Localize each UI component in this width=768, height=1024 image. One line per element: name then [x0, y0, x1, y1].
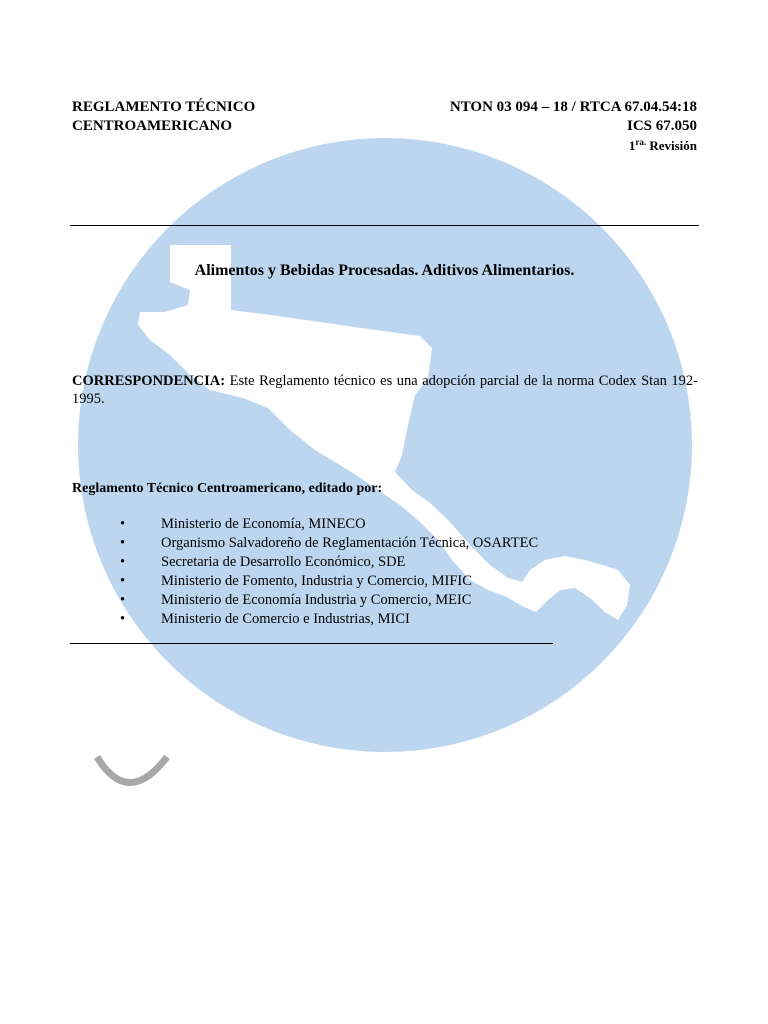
- footer-divider: [70, 643, 553, 644]
- header-right: [450, 98, 697, 155]
- revision-superscript: ra.: [635, 137, 647, 147]
- bullet: •: [120, 592, 126, 608]
- bullet: •: [120, 554, 126, 570]
- standard-code: NTON 03 094 – 18 / RTCA 67.04.54:18: [449, 99, 697, 115]
- list-item: [120, 610, 538, 629]
- header-org-line1: REGLAMENTO TÉCNICO: [72, 99, 256, 115]
- correspondence-text: Este Reglamento técnico es una adopción parcial de la norma Codex Stan 192-1995.: [72, 373, 698, 407]
- list-item: [120, 515, 538, 534]
- bullet: •: [120, 611, 126, 627]
- editor-name: Ministerio de Comercio e Industrias, MICI: [161, 611, 410, 627]
- correspondence-paragraph: [72, 372, 698, 408]
- revision-word: Revisión: [649, 138, 697, 153]
- list-item: [120, 572, 538, 591]
- ics-code: ICS 67.050: [626, 118, 697, 134]
- revision-label: [450, 136, 697, 155]
- bullet: •: [120, 516, 126, 532]
- list-item: [120, 591, 538, 610]
- correspondence-label: CORRESPONDENCIA:: [72, 373, 226, 389]
- editor-name: Ministerio de Economía, MINECO: [161, 516, 366, 532]
- header-left: [72, 98, 255, 136]
- document-title: Alimentos y Bebidas Procesadas. Aditivos Alimentarios.: [194, 262, 575, 279]
- editor-name: Ministerio de Fomento, Industria y Comercio, MIFIC: [161, 573, 472, 589]
- list-item: [120, 534, 538, 553]
- editor-name: Organismo Salvadoreño de Reglamentación Técnica, OSARTEC: [161, 535, 539, 551]
- list-item: [120, 553, 538, 572]
- edited-by-heading: Reglamento Técnico Centroamericano, editado por:: [72, 481, 383, 496]
- bullet: •: [120, 535, 126, 551]
- header-divider: [70, 225, 699, 226]
- editors-list: [120, 515, 538, 629]
- editor-name: Secretaria de Desarrollo Económico, SDE: [161, 554, 406, 570]
- bullet: •: [120, 573, 126, 589]
- watermark-swoosh: [97, 757, 167, 783]
- editor-name: Ministerio de Economía Industria y Comercio, MEIC: [161, 592, 472, 608]
- header-org-line2: CENTROAMERICANO: [72, 118, 233, 134]
- revision-number: 1: [628, 138, 636, 153]
